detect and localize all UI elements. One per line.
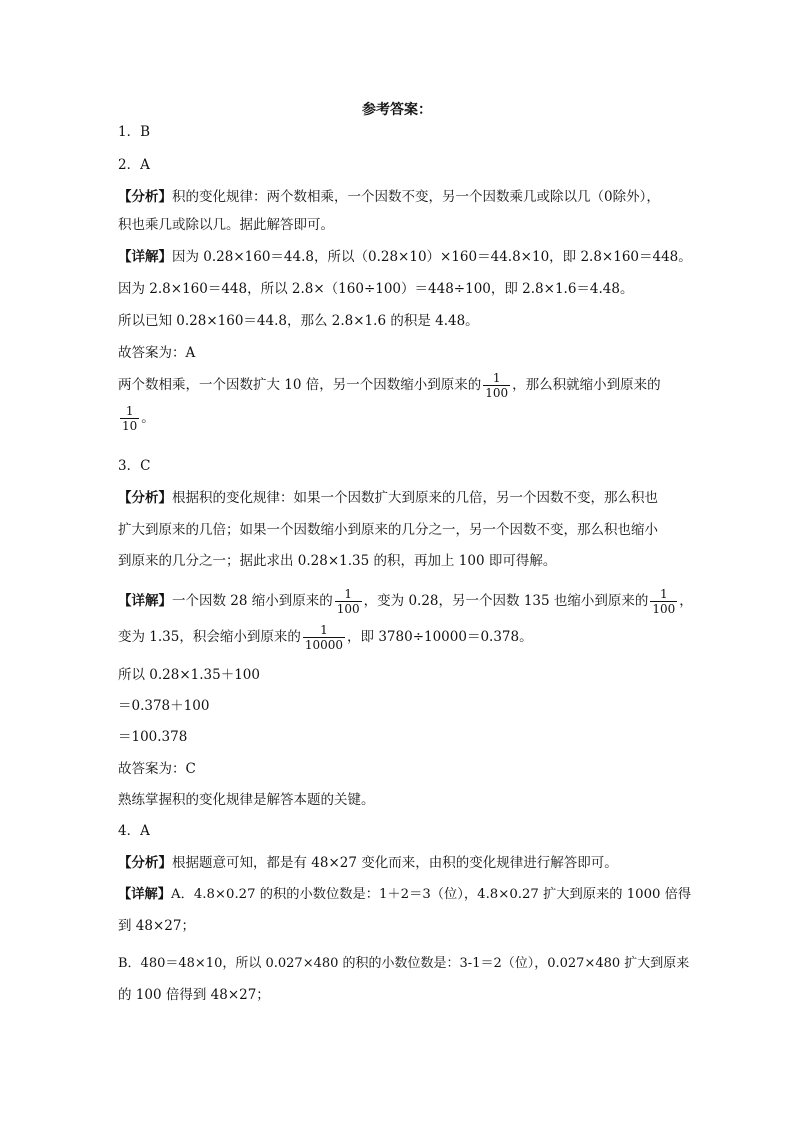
analysis-tag: 【分析】	[118, 855, 172, 871]
q3-note: 熟练掌握积的变化规律是解答本题的关键。	[118, 792, 375, 808]
q3-answer: 3．C	[118, 458, 151, 474]
q3-analysis-text-1: 根据积的变化规律：如果一个因数扩大到原来的几倍，另一个因数不变，那么积也	[172, 490, 658, 506]
q4-answer: 4．A	[118, 823, 150, 839]
q3-detail-text-1c: ，	[679, 593, 693, 609]
q3-detail-text-2a: 变为 1.35，积会缩小到原来的	[118, 629, 301, 645]
fraction-numerator: 1	[125, 404, 134, 418]
fraction-1-10000	[303, 623, 345, 652]
q3-analysis-line-3: 到原来的几分之一；据此求出 0.28×1.35 的积，再加上 100 即可得解。	[118, 553, 557, 569]
q2-detail-text-1: 因为 0.28×160＝44.8，所以（0.28×10）×160＝44.8×10，即 2.8×160＝448。	[172, 249, 692, 265]
q2-detail-line-2: 因为 2.8×160＝448，所以 2.8×（160÷100）＝448÷100，即 2.8×1.6＝4.48。	[118, 281, 634, 297]
q3-calc-line-2: ＝0.378＋100	[118, 698, 210, 714]
q4-detail-line-3: B．480＝48×10，所以 0.027×480 的积的小数位数是：3-1＝2（位），0.027×480 扩大到原来	[118, 956, 690, 971]
q3-detail-text-2b: ，即 3780÷10000＝0.378。	[347, 629, 533, 645]
q2-detail-line-3: 所以已知 0.28×160＝44.8，那么 2.8×1.6 的积是 4.48。	[118, 313, 479, 329]
q2-answer: 2．A	[118, 157, 150, 173]
q3-detail-text-1a: 一个因数 28 缩小到原来的	[172, 593, 333, 609]
detail-tag: 【详解】	[118, 249, 172, 265]
q2-final-answer: 故答案为：A	[118, 345, 196, 361]
q4-detail-line-1	[118, 886, 691, 904]
fraction-denominator: 10000	[304, 638, 344, 652]
detail-tag: 【详解】	[118, 593, 172, 609]
fraction-denominator: 100	[336, 602, 360, 616]
q4-analysis-text-1: 根据题意可知，都是有 48×27 变化而来，由积的变化规律进行解答即可。	[172, 855, 618, 871]
fraction-denominator: 100	[485, 386, 509, 400]
detail-tag: 【详解】	[118, 887, 172, 902]
q2-note-line-2	[118, 403, 155, 433]
q3-analysis-line-2: 扩大到原来的几倍；如果一个因数缩小到原来的几分之一，另一个因数不变，那么积也缩小	[118, 522, 658, 538]
q3-calc-line-1: 所以 0.28×1.35＋100	[118, 667, 260, 683]
q2-note-text-c: 。	[141, 410, 155, 426]
fraction-denominator: 10	[122, 419, 138, 433]
q3-analysis-line-1	[118, 489, 658, 507]
q3-detail-line-1	[118, 586, 693, 616]
q2-detail-line-1	[118, 248, 692, 266]
q4-detail-line-4: 的 100 倍得到 48×27；	[118, 987, 270, 1003]
fraction-1-100	[335, 587, 362, 616]
q2-analysis-text-1: 积的变化规律：两个数相乘，一个因数不变，另一个因数乘几或除以几（0除外），	[172, 189, 660, 205]
analysis-tag: 【分析】	[118, 490, 172, 506]
fraction-numerator: 1	[660, 587, 668, 601]
fraction-1-100	[483, 371, 510, 400]
analysis-tag: 【分析】	[118, 189, 172, 205]
q4-detail-line-2: 到 48×27；	[118, 918, 195, 934]
page-title: 参考答案：	[362, 102, 432, 118]
q2-analysis-line-1	[118, 188, 660, 206]
q3-final-answer: 故答案为：C	[118, 761, 196, 777]
q4-analysis-line-1	[118, 854, 618, 872]
q2-note-line-1	[118, 370, 661, 400]
q2-note-text-a: 两个数相乘，一个因数扩大 10 倍，另一个因数缩小到原来的	[118, 377, 482, 393]
q2-note-text-b: ，那么积就缩小到原来的	[512, 377, 661, 393]
fraction-1-10	[120, 404, 139, 433]
q3-detail-text-1b: ，变为 0.28，另一个因数 135 也缩小到原来的	[363, 593, 649, 609]
q3-detail-line-2	[118, 622, 533, 652]
q3-calc-line-3: ＝100.378	[118, 729, 188, 745]
q4-detail-text-1: A．4.8×0.27 的积的小数位数是：1＋2＝3（位），4.8×0.27 扩大到原来的 1000 倍得	[171, 887, 692, 902]
fraction-numerator: 1	[344, 587, 353, 601]
fraction-numerator: 1	[492, 371, 501, 385]
fraction-1-100	[650, 587, 677, 616]
q1-answer: 1．B	[118, 124, 151, 140]
q2-analysis-line-2: 积也乘几或除以几。据此解答即可。	[118, 217, 334, 233]
fraction-numerator: 1	[320, 623, 328, 637]
fraction-denominator: 100	[652, 602, 676, 616]
